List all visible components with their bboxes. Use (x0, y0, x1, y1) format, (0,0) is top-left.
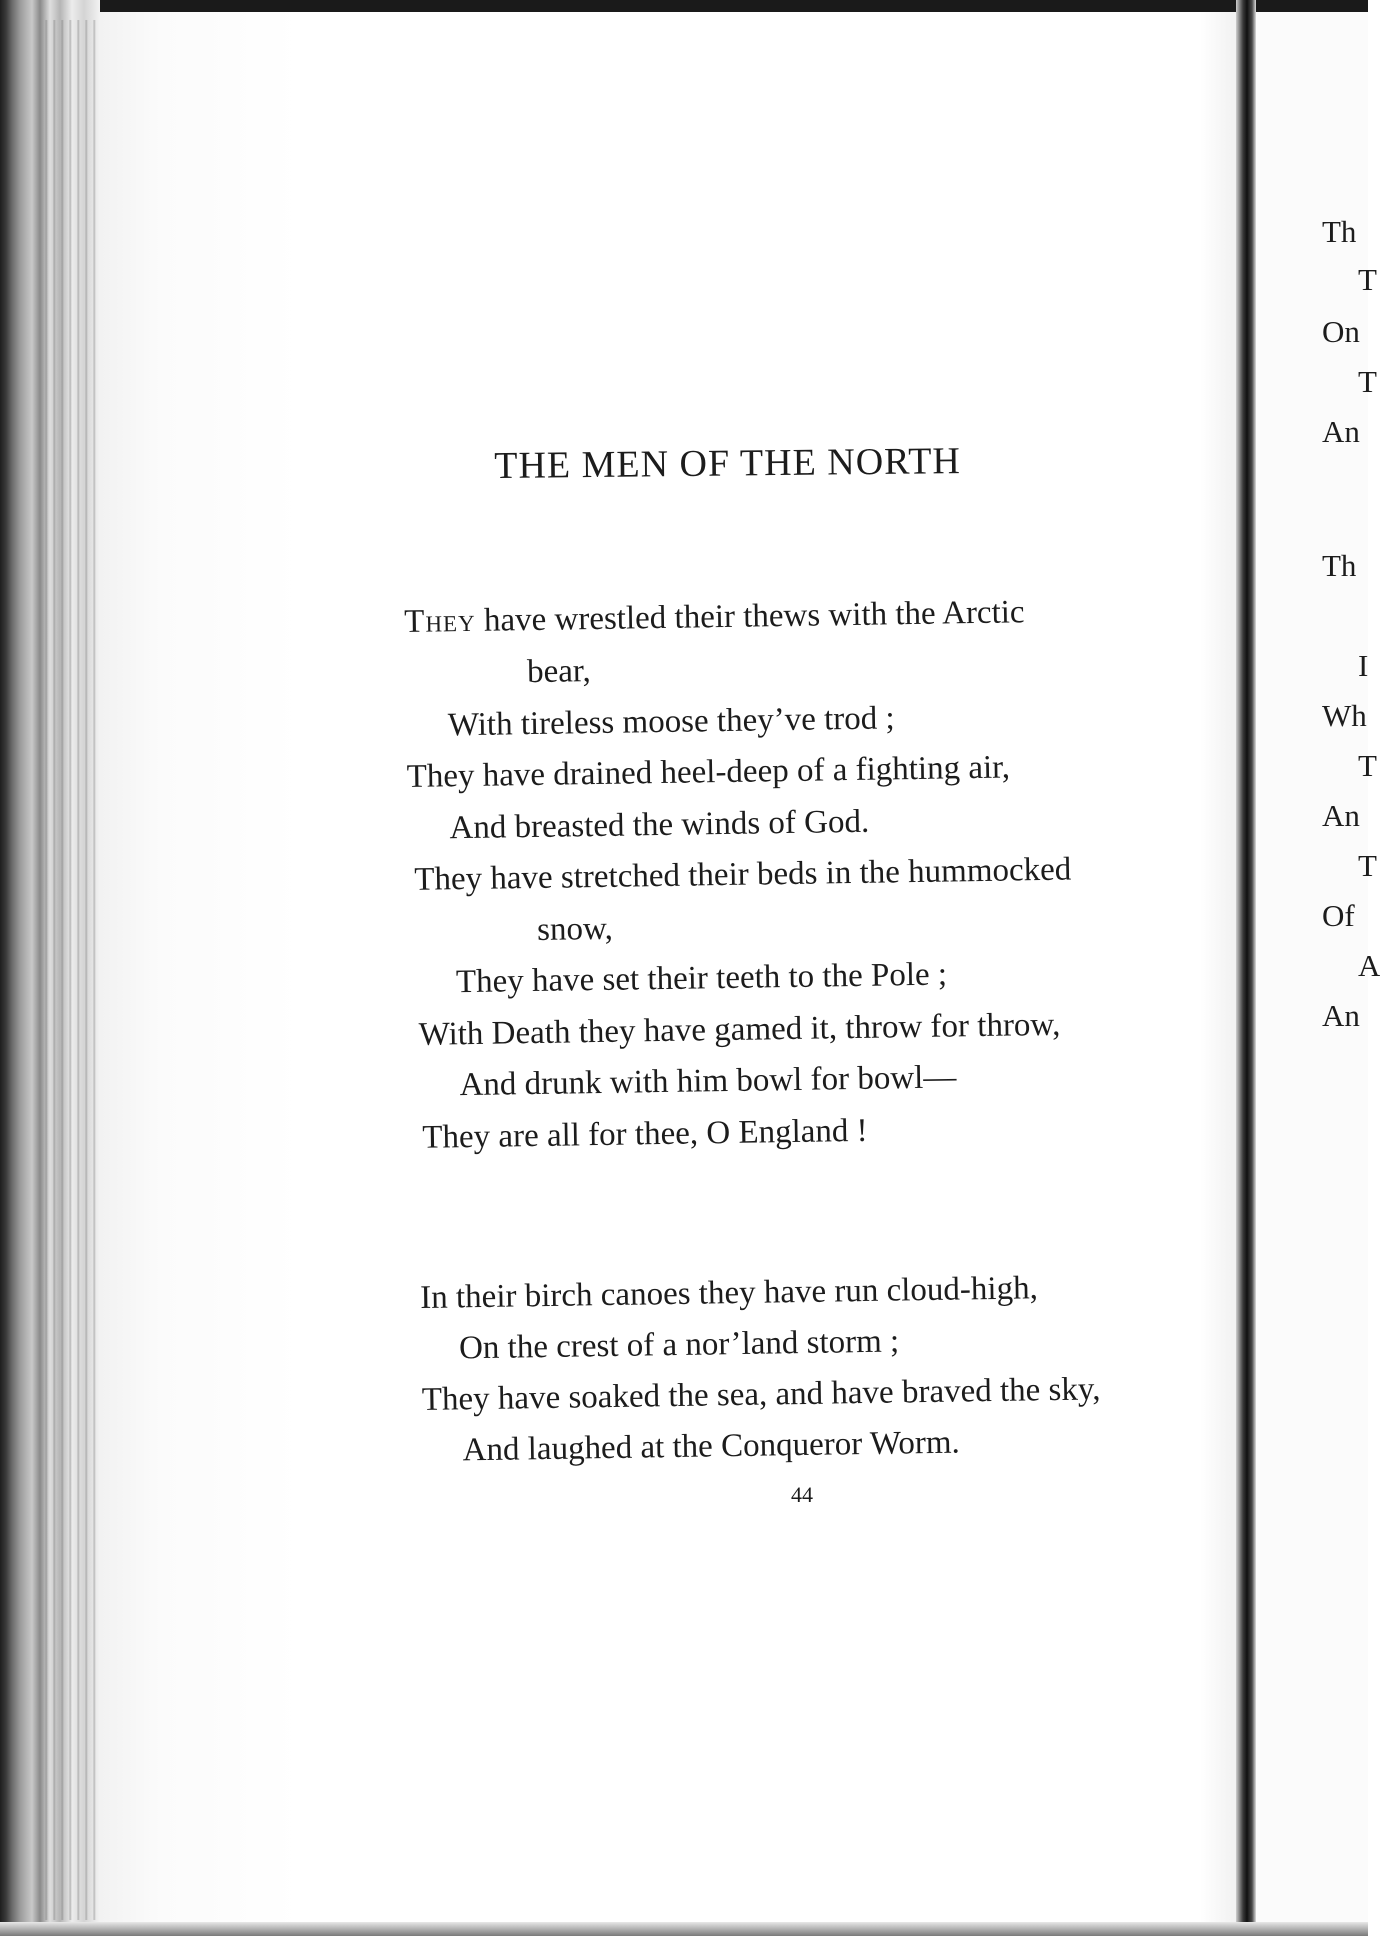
verse-line-5: And breasted the winds of God. (449, 803, 870, 847)
facing-page-fragment: An (1322, 414, 1360, 449)
facing-page-fragment: An (1322, 998, 1360, 1033)
verse-line-11: They are all for thee, O England ! (422, 1112, 868, 1156)
facing-page (1256, 12, 1368, 1924)
verse-lead-word: They (403, 602, 476, 640)
verse-line-3: With tireless moose they’ve trod ; (447, 700, 895, 744)
facing-page-fragment: On (1322, 314, 1360, 349)
facing-page-fragment: T (1358, 364, 1377, 399)
verse-line-12: In their birch canoes they have run cloud-high, (419, 1270, 1039, 1316)
verse-line-text: have wrestled their thews with the Arctic (475, 594, 1025, 639)
facing-page-fragment: Th (1322, 548, 1357, 583)
book-gutter (1236, 0, 1256, 1936)
facing-page-fragment: An (1322, 798, 1360, 833)
facing-page-fragment: Th (1322, 214, 1357, 249)
poem-title: THE MEN OF THE NORTH (494, 440, 962, 487)
verse-line-7: snow, (536, 910, 614, 948)
verse-line-13: On the crest of a nor’land storm ; (458, 1323, 900, 1367)
verse-line-15: And laughed at the Conqueror Worm. (462, 1424, 961, 1469)
facing-page-fragment: Wh (1322, 698, 1367, 733)
verse-line-4: They have drained heel-deep of a fighting air, (406, 749, 1011, 795)
verse-line-9: With Death they have gamed it, throw for throw, (418, 1006, 1061, 1053)
verse-line-14: They have soaked the sea, and have braved the sky, (421, 1371, 1101, 1418)
scan-bottom-border (0, 1922, 1368, 1936)
page-number: 44 (791, 1482, 813, 1507)
verse-line-10: And drunk with him bowl for bowl— (459, 1059, 957, 1104)
facing-page-fragment: A (1358, 948, 1380, 983)
scan-top-border (0, 0, 1368, 12)
facing-page-fragment: I (1358, 648, 1369, 683)
verse-line-2: bear, (526, 653, 592, 691)
facing-page-fragment: T (1358, 848, 1377, 883)
page-stack-lines (40, 20, 100, 1920)
facing-page-fragment: T (1358, 748, 1377, 783)
facing-page-fragment: T (1358, 262, 1377, 297)
verse-line-8: They have set their teeth to the Pole ; (455, 956, 948, 1001)
verse-line-6: They have stretched their beds in the hummocked (414, 851, 1072, 898)
facing-page-fragment: Of (1322, 898, 1355, 933)
